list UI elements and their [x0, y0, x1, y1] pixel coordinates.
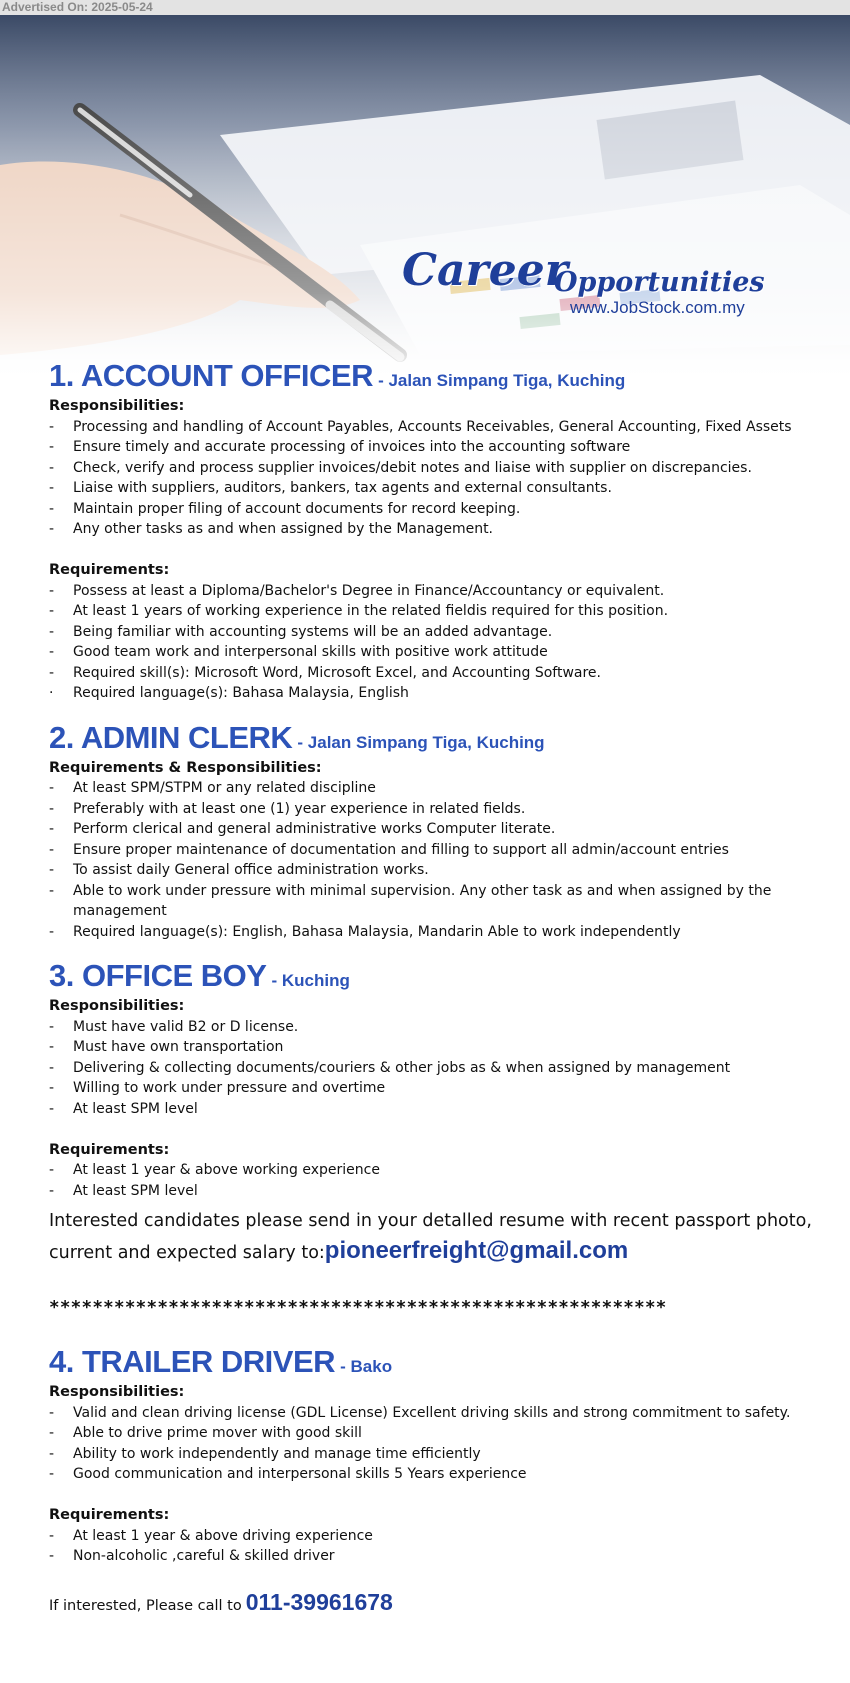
list-item: - Being familiar with accounting systems will be an added advantage.: [49, 623, 553, 640]
responsibilities-list: [49, 417, 839, 540]
apply-instructions: Interested candidates please send in your detalled resume with recent passport photo, current and expected salary to:pioneerfreight@gmail.com: [49, 1211, 812, 1264]
list-item: - Good communication and interpersonal skills 5 Years experience: [49, 1466, 527, 1482]
requirements-list: [49, 1526, 839, 1567]
list-item: - Check, verify and process supplier invoices/debit notes and liaise with supplier on discrepancies.: [49, 459, 752, 476]
advertised-date-bar: [0, 0, 850, 15]
list-item: - At least 1 year & above working experience: [49, 1162, 380, 1178]
list-item: - Required skill(s): Microsoft Word, Microsoft Excel, and Accounting Software.: [49, 664, 601, 681]
job-listings: [49, 356, 839, 1621]
requirements-heading: Requirements:: [49, 562, 170, 578]
responsibilities-heading: Responsibilities:: [49, 998, 185, 1014]
section-separator: *********************************************************: [49, 1298, 667, 1318]
list-item: - Any other tasks as and when assigned by the Management.: [49, 521, 494, 537]
requirements-heading: Requirements:: [49, 1507, 170, 1523]
responsibilities-list: [49, 1403, 839, 1485]
job-account-officer: [49, 356, 839, 704]
list-item: - Preferably with at least one (1) year experience in related fields.: [49, 800, 526, 817]
job-location: - Jalan Simpang Tiga, Kuching: [378, 371, 626, 390]
responsibilities-heading: Responsibilities:: [49, 1384, 185, 1400]
responsibilities-list: [49, 778, 839, 942]
responsibilities-list: [49, 1017, 839, 1120]
list-item: - Non-alcoholic ,careful & skilled driver: [49, 1548, 335, 1564]
list-item: - Delivering & collecting documents/couriers & other jobs as & when assigned by management: [49, 1059, 731, 1076]
list-item: - Perform clerical and general administrative works Computer literate.: [49, 821, 556, 837]
list-item: - Possess at least a Diploma/Bachelor's Degree in Finance/Accountancy or equivalent.: [49, 582, 665, 599]
list-item: - Maintain proper filing of account documents for record keeping.: [49, 500, 521, 517]
list-item: - Must have valid B2 or D license.: [49, 1018, 299, 1035]
desk-photo-illustration: [0, 15, 850, 385]
list-item: - At least SPM level: [49, 1100, 198, 1117]
list-item: - Required language(s): English, Bahasa Malaysia, Mandarin Able to work independently: [49, 923, 681, 940]
job-location: - Bako: [340, 1357, 393, 1376]
list-item: - At least SPM/STPM or any related discipline: [49, 780, 376, 796]
responsibilities-heading: Responsibilities:: [49, 398, 185, 414]
contact-phone[interactable]: 011-39961678: [245, 1588, 393, 1615]
career-heading: Career: [402, 245, 568, 296]
job-office-boy: [49, 956, 839, 1201]
opportunities-heading: Opportunities: [554, 267, 765, 298]
list-item: - Ability to work independently and manage time efficiently: [49, 1445, 481, 1462]
list-item: - Able to drive prime mover with good skill: [49, 1425, 362, 1441]
job-location: - Jalan Simpang Tiga, Kuching: [297, 732, 545, 752]
requirements-list: [49, 1160, 839, 1201]
list-item: - Liaise with suppliers, auditors, bankers, tax agents and external consultants.: [49, 480, 612, 496]
list-item: - Willing to work under pressure and overtime: [49, 1080, 386, 1096]
list-item: - Ensure proper maintenance of documentation and filling to support all admin/account entries: [49, 841, 729, 858]
call-instructions: If interested, Please call to 011-39961678: [49, 1588, 393, 1615]
website-link[interactable]: www.JobStock.com.my: [570, 298, 745, 317]
list-item: - Processing and handling of Account Payables, Accounts Receivables, General Accounting, Fixed Assets: [49, 418, 792, 435]
responsibilities-heading: Requirements & Responsibilities:: [49, 759, 322, 776]
list-item: - To assist daily General office administration works.: [49, 862, 429, 878]
requirements-list: [49, 581, 839, 704]
requirements-heading: Requirements:: [49, 1141, 170, 1158]
list-item: - At least SPM level: [49, 1182, 198, 1199]
list-item: - At least 1 year & above driving experience: [49, 1527, 373, 1544]
list-item: - Ensure timely and accurate processing of invoices into the accounting software: [49, 439, 631, 455]
job-title: 4. TRAILER DRIVER: [49, 1344, 336, 1379]
list-item: - At least 1 years of working experience in the related fieldis required for this position.: [49, 603, 669, 619]
list-item: - Good team work and interpersonal skills with positive work attitude: [49, 644, 548, 660]
job-trailer-driver: [49, 1342, 839, 1567]
contact-email[interactable]: pioneerfreight@gmail.com: [324, 1237, 629, 1264]
job-title: 1. ACCOUNT OFFICER: [49, 358, 373, 393]
job-location: - Kuching: [271, 971, 350, 990]
list-item: - Able to work under pressure with minimal supervision. Any other task as and when assigned by the management: [49, 882, 772, 919]
advertised-date: Advertised On: 2025-05-24: [2, 0, 153, 14]
list-item: - Valid and clean driving license (GDL License) Excellent driving skills and strong commitment to safety.: [49, 1404, 791, 1421]
job-title: 3. OFFICE BOY: [49, 958, 267, 993]
job-admin-clerk: [49, 718, 839, 943]
hero-banner: [0, 15, 850, 385]
list-item: - Must have own transportation: [49, 1039, 284, 1055]
list-item: · Required language(s): Bahasa Malaysia, English: [49, 685, 409, 701]
job-title: 2. ADMIN CLERK: [49, 719, 293, 755]
